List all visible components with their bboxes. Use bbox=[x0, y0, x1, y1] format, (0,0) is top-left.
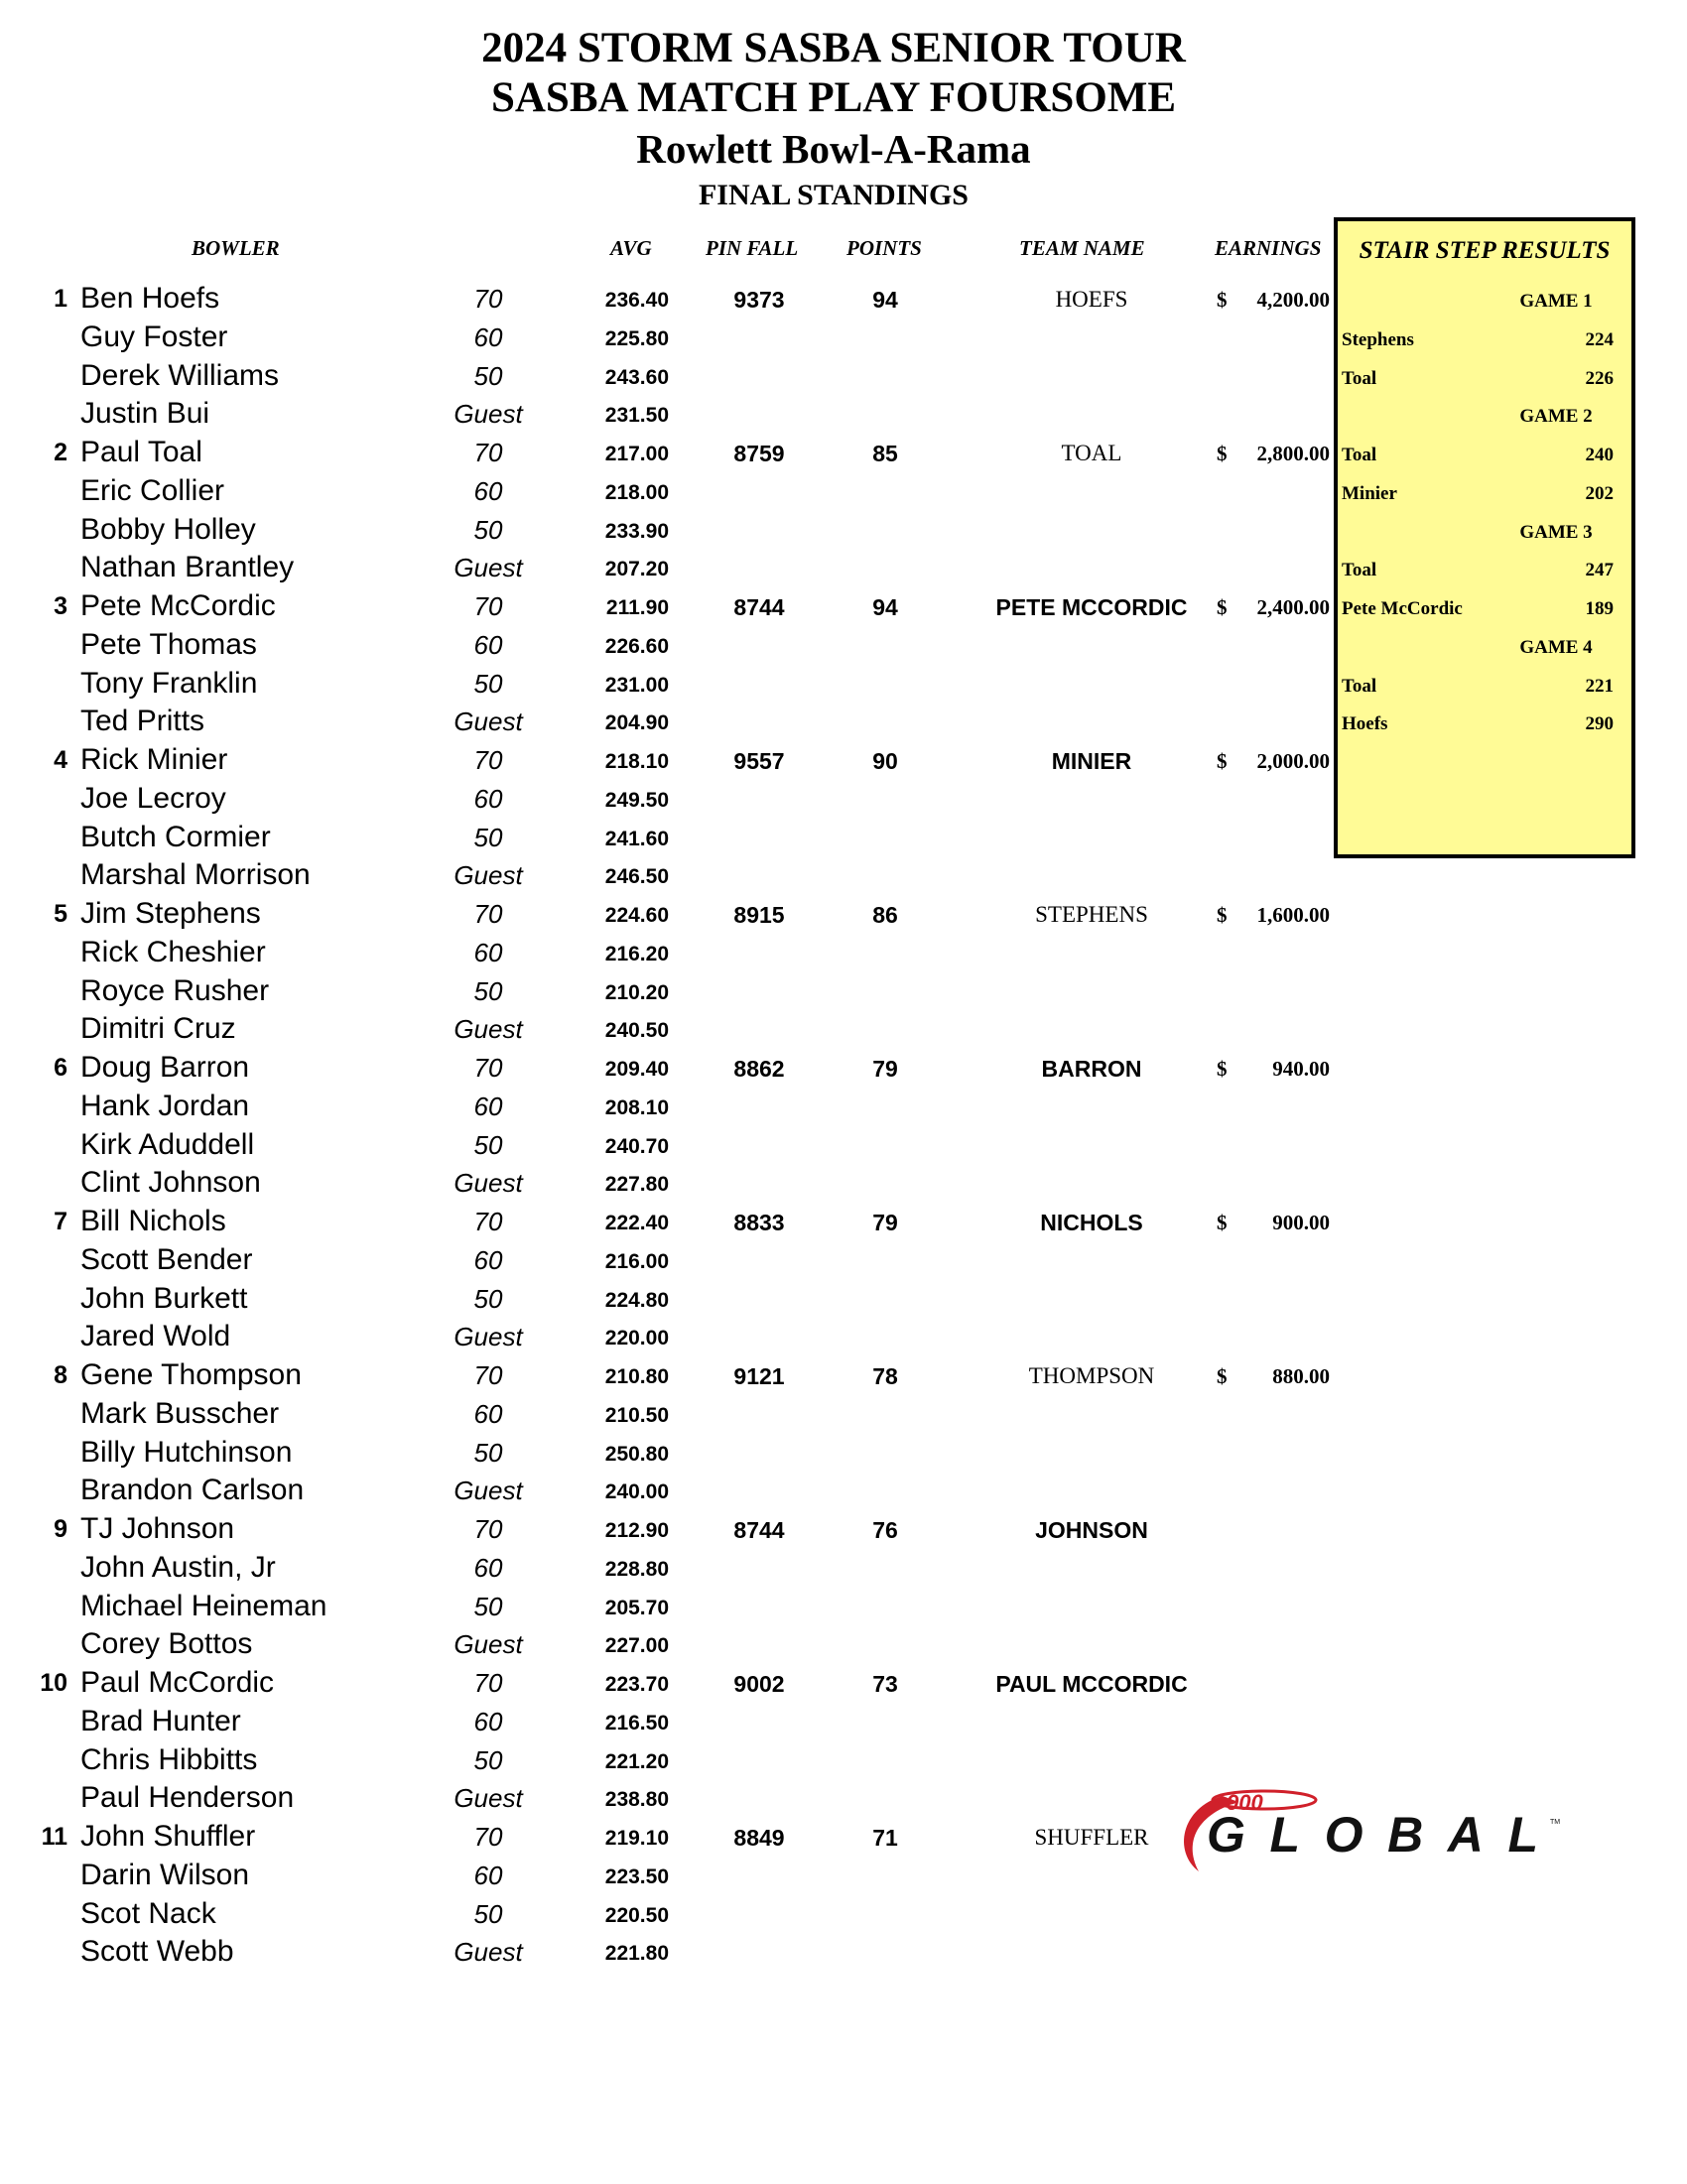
bowler-average: 227.00 bbox=[604, 1634, 669, 1658]
team-name: PAUL MCCORDIC bbox=[995, 1671, 1188, 1697]
bowler-handicap: Guest bbox=[454, 860, 523, 891]
team-pin-fall: 8862 bbox=[733, 1056, 785, 1082]
bowler-handicap: 60 bbox=[473, 783, 503, 814]
result-team-name: Minier bbox=[1342, 482, 1397, 504]
earnings-currency: $ bbox=[1217, 1211, 1228, 1234]
bowler-average: 204.90 bbox=[604, 711, 669, 735]
bowler-handicap: 60 bbox=[473, 475, 503, 506]
earnings-currency: $ bbox=[1217, 749, 1228, 773]
bowler-average: 224.80 bbox=[604, 1288, 669, 1312]
logo-trademark: TM bbox=[1550, 1819, 1561, 1826]
bowler-handicap: 50 bbox=[473, 1283, 503, 1314]
bowler-average: 220.50 bbox=[604, 1903, 669, 1927]
column-header-pin-fall: PIN FALL bbox=[706, 236, 799, 260]
bowler-average: 219.10 bbox=[604, 1827, 669, 1850]
column-header-earnings: EARNINGS bbox=[1215, 236, 1322, 260]
table-row bbox=[0, 741, 1330, 779]
team-pin-fall: 8915 bbox=[733, 902, 785, 928]
bowler-handicap: 50 bbox=[473, 1591, 503, 1621]
table-row bbox=[0, 1203, 1330, 1240]
bowler-handicap: 70 bbox=[473, 284, 503, 314]
bowler-average: 227.80 bbox=[604, 1173, 669, 1197]
bowler-handicap: 70 bbox=[473, 1053, 503, 1083]
team-points: 79 bbox=[872, 1056, 898, 1082]
bowler-name: Guy Foster bbox=[80, 320, 228, 353]
standings-title: FINAL STANDINGS bbox=[698, 179, 969, 211]
bowler-name: Justin Bui bbox=[80, 397, 210, 431]
team-name: JOHNSON bbox=[1035, 1517, 1148, 1543]
bowler-average: 240.50 bbox=[604, 1019, 669, 1043]
bowler-name: Michael Heineman bbox=[80, 1589, 327, 1622]
earnings-amount: 940.00 bbox=[1272, 1057, 1330, 1081]
bowler-name: Clint Johnson bbox=[80, 1166, 261, 1200]
bowler-handicap: 70 bbox=[473, 899, 503, 929]
venue-title: Rowlett Bowl-A-Rama bbox=[636, 126, 1031, 172]
table-row bbox=[0, 1280, 1330, 1318]
bowler-name: Joe Lecroy bbox=[80, 781, 226, 815]
column-header-avg: AVG bbox=[610, 236, 652, 260]
bowler-handicap: 60 bbox=[473, 1398, 503, 1429]
team-points: 86 bbox=[872, 902, 898, 928]
bowler-average: 233.90 bbox=[604, 519, 669, 543]
result-team-name: Pete McCordic bbox=[1342, 598, 1463, 619]
bowler-handicap: 60 bbox=[473, 1244, 503, 1275]
bowler-handicap: 50 bbox=[473, 1437, 503, 1468]
result-score: 290 bbox=[1585, 713, 1614, 735]
bowler-handicap: 60 bbox=[473, 1860, 503, 1890]
table-row bbox=[0, 1356, 1330, 1394]
bowler-average: 246.50 bbox=[604, 865, 669, 889]
bowler-name: Pete McCordic bbox=[80, 589, 276, 622]
bowler-name: Royce Rusher bbox=[80, 973, 270, 1007]
bowler-handicap: Guest bbox=[454, 1168, 523, 1199]
earnings-currency: $ bbox=[1217, 288, 1228, 312]
bowler-average: 231.00 bbox=[604, 673, 669, 697]
event-title: SASBA MATCH PLAY FOURSOME bbox=[490, 74, 1177, 121]
result-score: 202 bbox=[1585, 482, 1614, 504]
team-name: NICHOLS bbox=[1040, 1210, 1143, 1235]
team-rank: 3 bbox=[54, 592, 67, 620]
table-row bbox=[0, 780, 1330, 818]
bowler-name: Paul Toal bbox=[80, 436, 202, 468]
bowler-handicap: 50 bbox=[473, 360, 503, 391]
bowler-average: 228.80 bbox=[604, 1557, 669, 1581]
table-row bbox=[0, 280, 1330, 318]
bowler-name: Butch Cormier bbox=[80, 820, 271, 853]
table-row bbox=[0, 1741, 1330, 1779]
bowler-name: Scott Bender bbox=[80, 1242, 253, 1276]
bowler-handicap: Guest bbox=[454, 1014, 523, 1045]
logo-global-wordmark: GLOBAL bbox=[1207, 1807, 1544, 1863]
table-row bbox=[0, 1126, 1330, 1164]
table-row bbox=[0, 1895, 1330, 1933]
bowler-average: 238.80 bbox=[604, 1788, 669, 1812]
table-row bbox=[0, 1472, 1330, 1509]
bowler-average: 210.80 bbox=[604, 1365, 669, 1388]
team-name: MINIER bbox=[1051, 748, 1132, 774]
bowler-name: John Austin, Jr bbox=[80, 1550, 276, 1584]
team-points: 94 bbox=[872, 287, 898, 313]
earnings-amount: 880.00 bbox=[1272, 1364, 1330, 1388]
bowler-handicap: Guest bbox=[454, 1476, 523, 1506]
bowler-name: TJ Johnson bbox=[80, 1512, 235, 1545]
table-row bbox=[0, 1933, 1330, 1971]
earnings-amount: 1,600.00 bbox=[1256, 903, 1330, 927]
team-points: 94 bbox=[872, 594, 898, 620]
table-row bbox=[0, 395, 1330, 433]
bowler-name: Paul Henderson bbox=[80, 1781, 295, 1815]
bowler-handicap: Guest bbox=[454, 1322, 523, 1352]
team-points: 76 bbox=[872, 1517, 898, 1543]
bowler-name: Mark Busscher bbox=[80, 1396, 280, 1430]
bowler-average: 225.80 bbox=[604, 326, 669, 350]
stair-step-result bbox=[1338, 437, 1631, 474]
table-row bbox=[0, 1164, 1330, 1202]
table-row bbox=[0, 1549, 1330, 1587]
table-row bbox=[0, 1510, 1330, 1548]
bowler-handicap: 60 bbox=[473, 629, 503, 660]
bowler-handicap: 70 bbox=[473, 1514, 503, 1544]
bowler-average: 211.90 bbox=[605, 596, 669, 619]
earnings-amount: 2,800.00 bbox=[1256, 442, 1330, 465]
result-score: 247 bbox=[1585, 560, 1614, 581]
table-row bbox=[0, 1588, 1330, 1625]
result-team-name: Hoefs bbox=[1342, 713, 1388, 735]
stair-step-result bbox=[1338, 475, 1631, 513]
bowler-average: 249.50 bbox=[604, 788, 669, 812]
bowler-handicap: 70 bbox=[473, 1207, 503, 1236]
bowler-handicap: Guest bbox=[454, 553, 523, 583]
logo-900-text: 900 bbox=[1227, 1790, 1263, 1815]
team-name: STEPHENS bbox=[1035, 902, 1148, 927]
bowler-handicap: 50 bbox=[473, 1129, 503, 1160]
result-team-name: Stephens bbox=[1342, 328, 1414, 350]
team-rank: 1 bbox=[54, 285, 67, 313]
earnings-amount: 4,200.00 bbox=[1256, 288, 1330, 312]
stair-step-title: STAIR STEP RESULTS bbox=[1359, 237, 1611, 264]
table-row bbox=[0, 626, 1330, 664]
bowler-handicap: 50 bbox=[473, 514, 503, 545]
bowler-average: 224.60 bbox=[604, 904, 669, 927]
table-row bbox=[0, 1010, 1330, 1048]
table-row bbox=[0, 549, 1330, 586]
bowler-name: Chris Hibbitts bbox=[80, 1742, 258, 1776]
stair-step-game-header bbox=[1338, 514, 1631, 552]
bowler-name: Gene Thompson bbox=[80, 1358, 302, 1391]
bowler-name: Doug Barron bbox=[80, 1051, 250, 1084]
bowler-name: Dimitri Cruz bbox=[80, 1012, 236, 1046]
team-name: TOAL bbox=[1061, 441, 1122, 465]
bowler-handicap: 50 bbox=[473, 822, 503, 852]
bowler-name: Scott Webb bbox=[80, 1935, 234, 1969]
bowler-name: Bill Nichols bbox=[80, 1205, 226, 1237]
stair-step-game-header bbox=[1338, 398, 1631, 436]
table-row bbox=[0, 511, 1330, 549]
table-row bbox=[0, 895, 1330, 933]
earnings-amount: 2,000.00 bbox=[1256, 749, 1330, 773]
bowler-name: Tony Franklin bbox=[80, 666, 258, 700]
team-pin-fall: 9373 bbox=[733, 287, 785, 313]
bowler-name: Bobby Holley bbox=[80, 512, 256, 546]
team-name: THOMPSON bbox=[1028, 1363, 1155, 1388]
table-row bbox=[0, 1434, 1330, 1472]
result-score: 226 bbox=[1585, 367, 1614, 389]
bowler-average: 216.50 bbox=[604, 1711, 669, 1734]
team-rank: 8 bbox=[54, 1361, 67, 1389]
team-pin-fall: 9121 bbox=[733, 1363, 785, 1389]
bowler-name: Brad Hunter bbox=[80, 1704, 241, 1737]
result-team-name: Toal bbox=[1342, 367, 1377, 389]
bowler-handicap: Guest bbox=[454, 1937, 523, 1968]
bowler-name: Kirk Aduddell bbox=[80, 1127, 255, 1161]
team-rank: 2 bbox=[54, 439, 67, 466]
table-row bbox=[0, 972, 1330, 1010]
bowler-name: John Shuffler bbox=[80, 1820, 256, 1853]
table-row bbox=[0, 1625, 1330, 1663]
game-label: GAME 3 bbox=[1519, 521, 1593, 543]
game-label: GAME 4 bbox=[1519, 636, 1593, 658]
team-name: SHUFFLER bbox=[1034, 1825, 1149, 1850]
table-row bbox=[0, 1395, 1330, 1433]
bowler-name: Scot Nack bbox=[80, 1896, 216, 1930]
bowler-average: 218.10 bbox=[604, 750, 669, 773]
bowler-name: John Burkett bbox=[80, 1281, 248, 1315]
bowler-handicap: 70 bbox=[473, 591, 503, 621]
team-pin-fall: 8744 bbox=[733, 594, 785, 620]
bowler-name: Eric Collier bbox=[80, 473, 225, 507]
stair-step-result bbox=[1338, 360, 1631, 398]
bowler-average: 208.10 bbox=[604, 1095, 669, 1119]
bowler-handicap: 70 bbox=[473, 1360, 503, 1390]
stair-step-result bbox=[1338, 706, 1631, 743]
earnings-currency: $ bbox=[1217, 442, 1228, 465]
bowler-handicap: Guest bbox=[454, 707, 523, 737]
bowler-average: 209.40 bbox=[604, 1058, 669, 1081]
bowler-average: 217.00 bbox=[604, 443, 669, 465]
table-row bbox=[0, 434, 1330, 471]
bowler-name: Billy Hutchinson bbox=[80, 1435, 293, 1469]
bowler-average: 240.70 bbox=[604, 1134, 669, 1158]
team-pin-fall: 8744 bbox=[733, 1517, 785, 1543]
bowler-average: 212.90 bbox=[604, 1519, 669, 1542]
team-rank: 5 bbox=[54, 900, 67, 928]
bowler-average: 221.80 bbox=[604, 1942, 669, 1966]
bowler-handicap: 70 bbox=[473, 1668, 503, 1698]
bowler-handicap: 60 bbox=[473, 1091, 503, 1121]
bowler-name: Darin Wilson bbox=[80, 1858, 250, 1891]
table-row bbox=[0, 703, 1330, 740]
bowler-average: 222.40 bbox=[604, 1212, 669, 1234]
column-header-team-name: TEAM NAME bbox=[1019, 236, 1145, 260]
result-team-name: Toal bbox=[1342, 560, 1377, 581]
earnings-currency: $ bbox=[1217, 595, 1228, 619]
table-row bbox=[0, 1049, 1330, 1087]
bowler-average: 231.50 bbox=[604, 404, 669, 428]
earnings-amount: 2,400.00 bbox=[1256, 595, 1330, 619]
column-header-points: POINTS bbox=[846, 236, 922, 260]
bowler-name: Jim Stephens bbox=[80, 897, 261, 930]
bowler-average: 216.00 bbox=[604, 1249, 669, 1273]
bowler-name: Nathan Brantley bbox=[80, 551, 295, 584]
bowler-average: 236.40 bbox=[604, 289, 669, 312]
bowler-handicap: 60 bbox=[473, 1706, 503, 1736]
bowler-average: 243.60 bbox=[604, 365, 669, 389]
table-row bbox=[0, 819, 1330, 856]
bowler-name: Corey Bottos bbox=[80, 1627, 253, 1661]
stair-step-results-panel bbox=[1334, 217, 1635, 858]
result-team-name: Toal bbox=[1342, 675, 1377, 697]
bowler-name: Marshal Morrison bbox=[80, 858, 311, 892]
bowler-average: 216.20 bbox=[604, 942, 669, 965]
table-row bbox=[0, 1779, 1330, 1817]
bowler-average: 218.00 bbox=[604, 480, 669, 504]
bowler-average: 205.70 bbox=[604, 1596, 669, 1619]
team-rank: 11 bbox=[41, 1823, 67, 1851]
bowler-average: 226.60 bbox=[604, 634, 669, 658]
earnings-currency: $ bbox=[1217, 1057, 1228, 1081]
team-rank: 7 bbox=[54, 1208, 67, 1235]
bowler-handicap: 50 bbox=[473, 1744, 503, 1775]
bowler-average: 210.50 bbox=[604, 1403, 669, 1427]
bowler-handicap: Guest bbox=[454, 1783, 523, 1814]
table-row bbox=[0, 1088, 1330, 1125]
team-pin-fall: 9002 bbox=[733, 1671, 785, 1697]
table-row bbox=[0, 1818, 1330, 1856]
bowler-handicap: 50 bbox=[473, 1898, 503, 1929]
table-row bbox=[0, 357, 1330, 395]
team-rank: 10 bbox=[40, 1669, 67, 1697]
bowler-handicap: 70 bbox=[473, 438, 503, 467]
bowler-average: 241.60 bbox=[604, 827, 669, 850]
game-label: GAME 1 bbox=[1519, 291, 1593, 312]
stair-step-result bbox=[1338, 321, 1631, 359]
900-global-logo bbox=[1163, 1786, 1590, 1877]
bowler-handicap: 60 bbox=[473, 1552, 503, 1583]
result-score: 189 bbox=[1585, 598, 1614, 619]
bowler-handicap: 70 bbox=[473, 1822, 503, 1852]
bowler-handicap: Guest bbox=[454, 1629, 523, 1660]
team-pin-fall: 9557 bbox=[733, 748, 785, 774]
bowler-handicap: 70 bbox=[473, 745, 503, 775]
bowler-name: Jared Wold bbox=[80, 1320, 231, 1353]
table-row bbox=[0, 1664, 1330, 1702]
column-header-bowler: BOWLER bbox=[192, 236, 280, 260]
earnings-amount: 900.00 bbox=[1272, 1211, 1330, 1234]
bowler-average: 223.50 bbox=[604, 1864, 669, 1888]
bowler-name: Pete Thomas bbox=[80, 627, 257, 661]
stair-step-result bbox=[1338, 668, 1631, 706]
bowler-average: 207.20 bbox=[604, 558, 669, 581]
team-pin-fall: 8849 bbox=[733, 1825, 785, 1851]
stair-step-game-header bbox=[1338, 629, 1631, 667]
team-points: 78 bbox=[872, 1363, 898, 1389]
tour-title: 2024 STORM SASBA SENIOR TOUR bbox=[481, 25, 1186, 71]
team-pin-fall: 8759 bbox=[733, 441, 785, 466]
bowler-handicap: 60 bbox=[473, 321, 503, 352]
team-points: 79 bbox=[872, 1210, 898, 1235]
bowler-name: Hank Jordan bbox=[80, 1089, 250, 1122]
result-team-name: Toal bbox=[1342, 445, 1377, 465]
table-row bbox=[0, 934, 1330, 971]
table-row bbox=[0, 856, 1330, 894]
table-row bbox=[0, 472, 1330, 510]
team-name: PETE MCCORDIC bbox=[995, 594, 1188, 620]
bowler-name: Paul McCordic bbox=[80, 1666, 275, 1699]
bowler-average: 221.20 bbox=[604, 1749, 669, 1773]
table-row bbox=[0, 319, 1330, 356]
team-pin-fall: 8833 bbox=[733, 1210, 785, 1235]
bowler-average: 223.70 bbox=[604, 1673, 669, 1696]
team-name: HOEFS bbox=[1055, 287, 1128, 312]
earnings-currency: $ bbox=[1217, 1364, 1228, 1388]
bowler-name: Derek Williams bbox=[80, 358, 280, 392]
team-rank: 9 bbox=[54, 1515, 67, 1543]
bowler-name: Ben Hoefs bbox=[80, 282, 220, 315]
bowler-average: 210.20 bbox=[604, 980, 669, 1004]
bowler-handicap: 60 bbox=[473, 937, 503, 967]
table-row bbox=[0, 665, 1330, 703]
result-score: 240 bbox=[1585, 445, 1614, 465]
team-rank: 6 bbox=[54, 1054, 67, 1082]
table-row bbox=[0, 1318, 1330, 1355]
bowler-handicap: 50 bbox=[473, 668, 503, 699]
table-row bbox=[0, 1703, 1330, 1740]
bowler-handicap: Guest bbox=[454, 399, 523, 430]
team-rank: 4 bbox=[54, 746, 67, 774]
bowler-handicap: 50 bbox=[473, 975, 503, 1006]
stair-step-result bbox=[1338, 552, 1631, 589]
table-row bbox=[0, 1857, 1330, 1894]
bowler-average: 220.00 bbox=[604, 1327, 669, 1350]
table-row bbox=[0, 1241, 1330, 1279]
table-row bbox=[0, 587, 1330, 625]
team-points: 73 bbox=[872, 1671, 898, 1697]
bowler-average: 250.80 bbox=[604, 1442, 669, 1466]
stair-step-game-header bbox=[1338, 283, 1631, 321]
stair-step-result bbox=[1338, 590, 1631, 628]
earnings-currency: $ bbox=[1217, 903, 1228, 927]
result-score: 224 bbox=[1585, 328, 1614, 350]
result-score: 221 bbox=[1585, 675, 1614, 697]
bowler-name: Rick Minier bbox=[80, 743, 228, 776]
bowler-name: Rick Cheshier bbox=[80, 935, 266, 968]
team-name: BARRON bbox=[1041, 1056, 1142, 1082]
team-points: 90 bbox=[872, 748, 898, 774]
game-label: GAME 2 bbox=[1519, 406, 1593, 428]
bowler-name: Brandon Carlson bbox=[80, 1474, 305, 1507]
bowler-average: 240.00 bbox=[604, 1480, 669, 1504]
team-points: 71 bbox=[872, 1825, 898, 1851]
bowler-name: Ted Pritts bbox=[80, 705, 205, 738]
team-points: 85 bbox=[872, 441, 898, 466]
